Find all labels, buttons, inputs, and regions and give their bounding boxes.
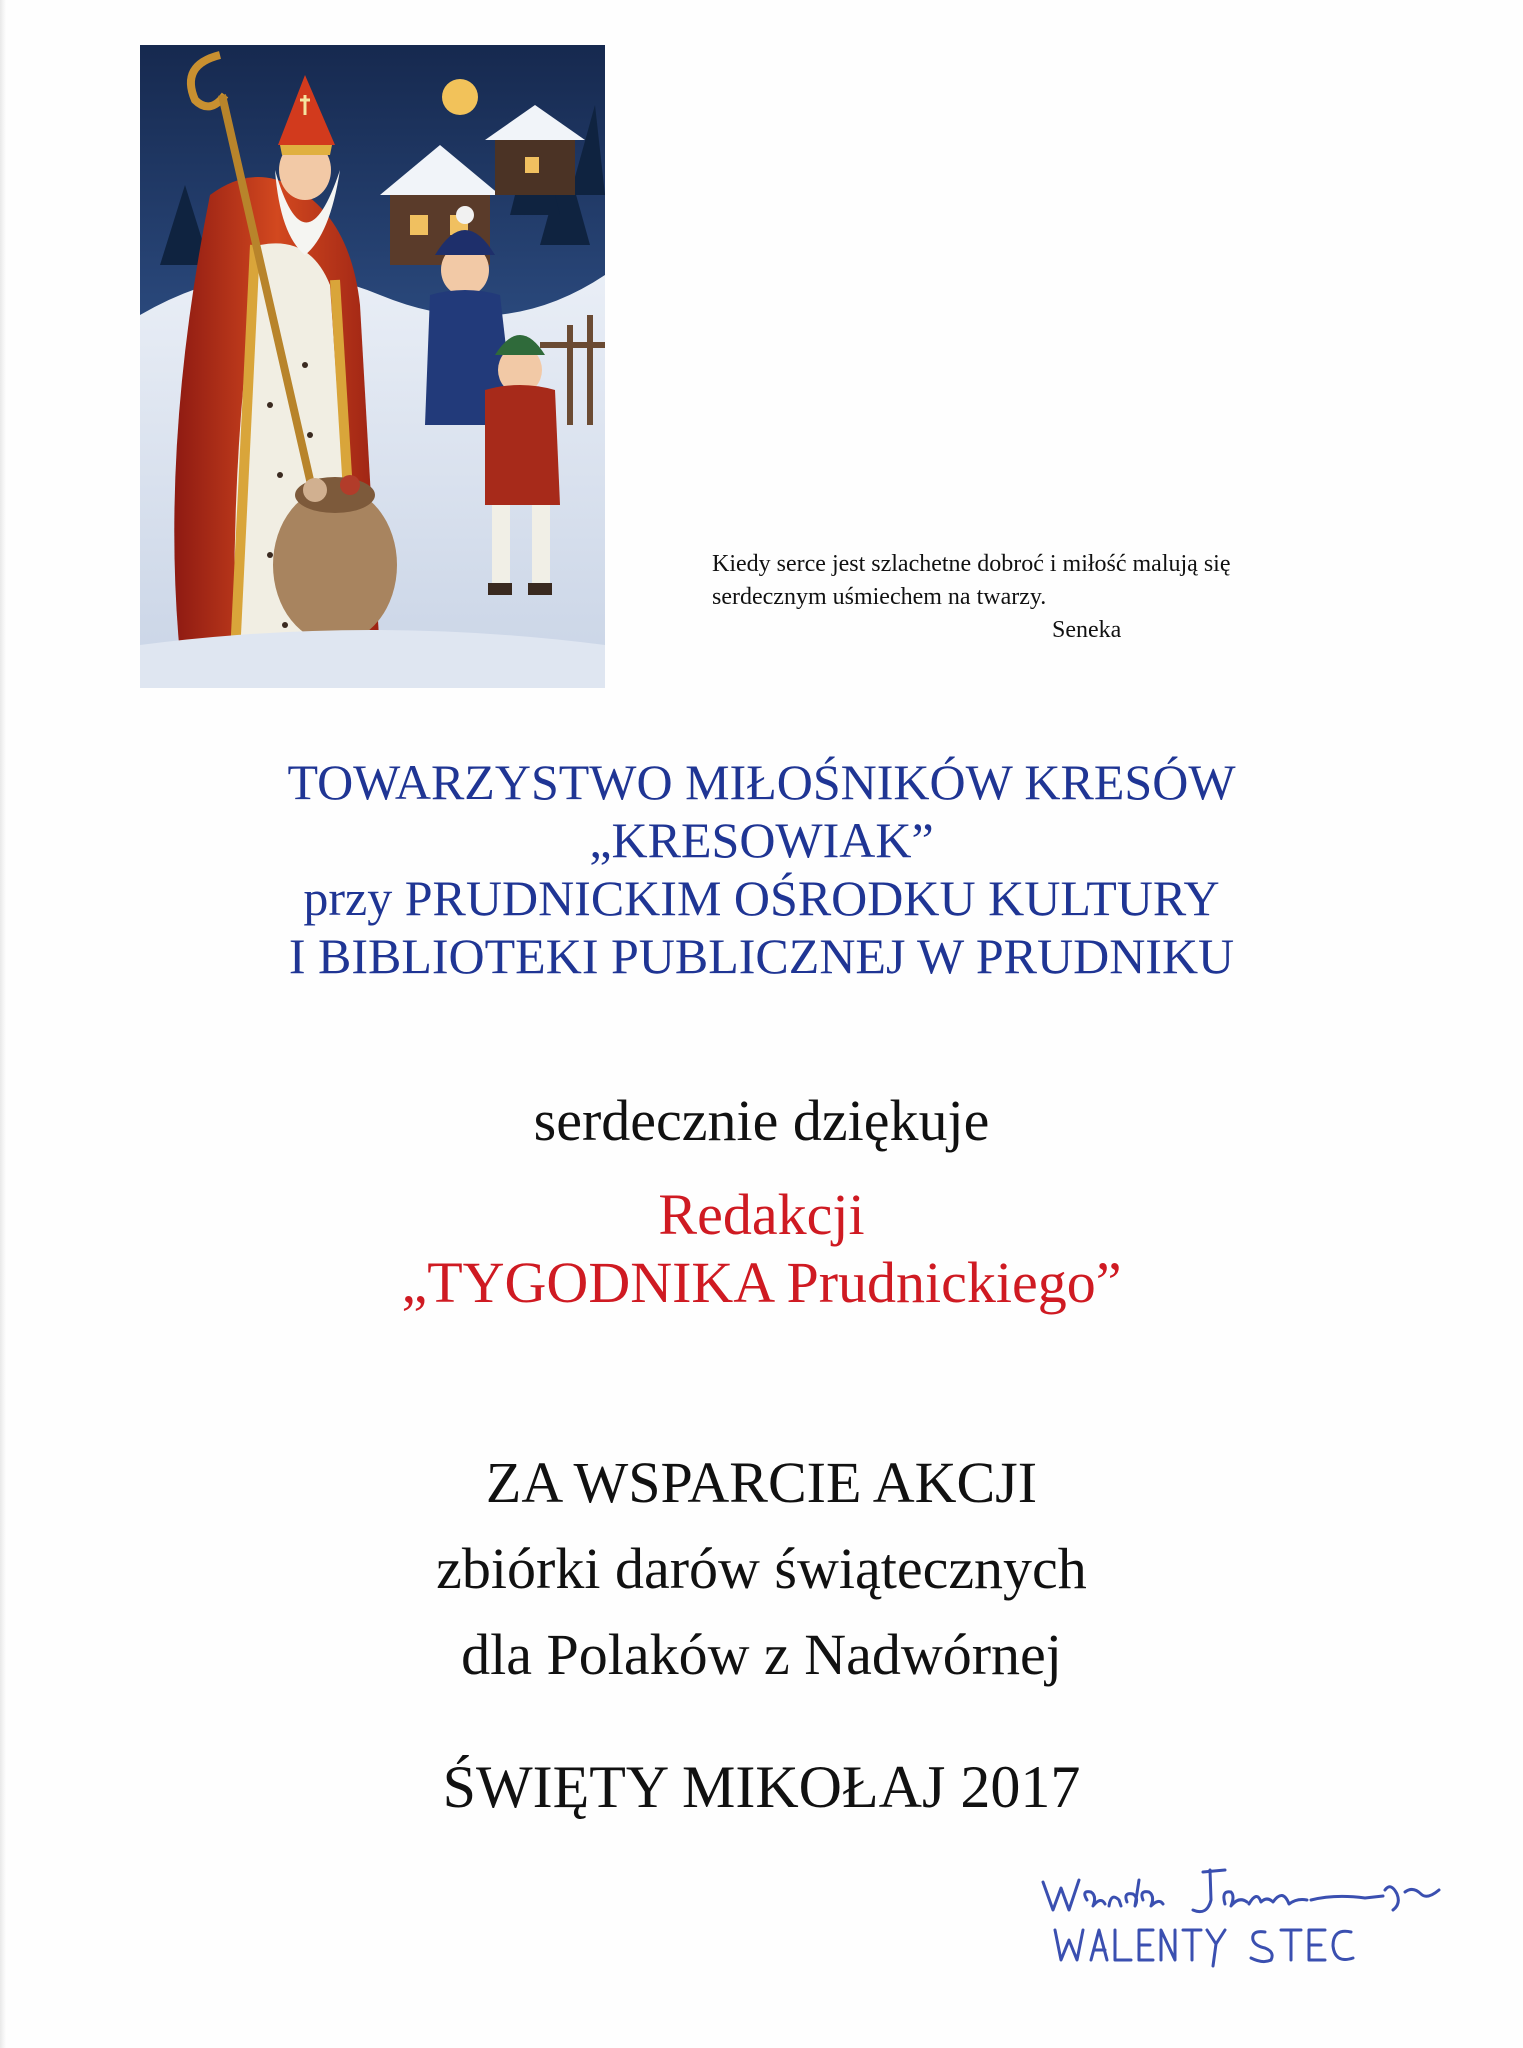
purpose-text <box>0 1440 1523 1698</box>
purpose-line: dla Polaków z Nadwórnej <box>461 1622 1062 1687</box>
quote-line: serdecznym uśmiechem na twarzy. <box>712 584 1047 610</box>
event-title: ŚWIĘTY MIKOŁAJ 2017 <box>442 1754 1081 1820</box>
organization-line: przy PRUDNICKIM OŚRODKU KULTURY <box>303 870 1220 926</box>
thanks-text: serdecznie dziękuje <box>533 1088 990 1153</box>
scan-edge <box>0 0 6 2048</box>
recipient-line: Redakcji <box>658 1182 865 1247</box>
quote-author: Seneka <box>1052 617 1122 643</box>
saint-nicholas-illustration <box>140 45 605 688</box>
recipient-line: „TYGODNIKA Prudnickiego” <box>401 1250 1122 1315</box>
organization-name <box>0 753 1523 985</box>
recipient-name <box>0 1181 1523 1317</box>
handwritten-signature <box>1035 1860 1475 1970</box>
purpose-line: ZA WSPARCIE AKCJI <box>485 1450 1038 1515</box>
purpose-line: zbiórki darów świątecznych <box>436 1536 1087 1601</box>
organization-line: „KRESOWIAK” <box>589 812 934 868</box>
quote-line: Kiedy serce jest szlachetne dobroć i miłość malują się <box>712 551 1231 577</box>
organization-line: TOWARZYSTWO MIŁOŚNIKÓW KRESÓW <box>287 754 1236 810</box>
quote-block <box>712 548 1352 647</box>
organization-line: I BIBLIOTEKI PUBLICZNEJ W PRUDNIKU <box>288 928 1235 984</box>
